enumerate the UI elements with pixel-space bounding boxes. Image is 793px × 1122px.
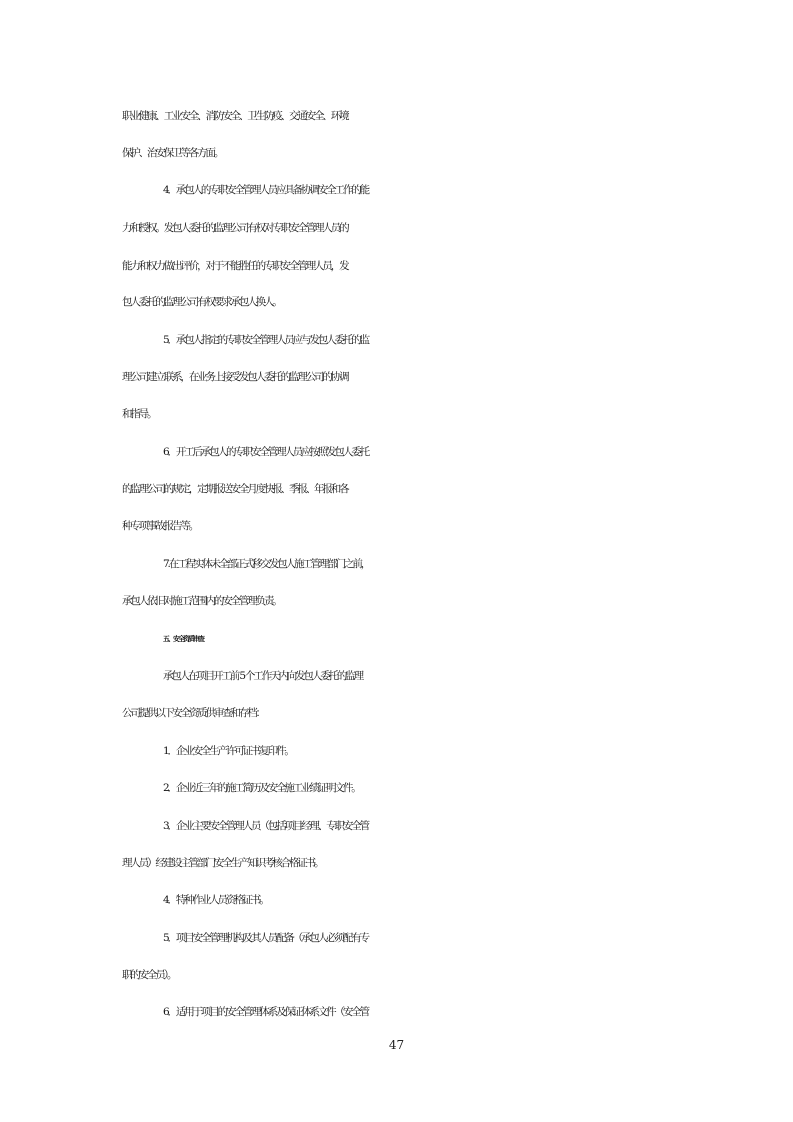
body-line: 保护、治安保卫等各方面。	[122, 147, 223, 159]
body-line: 承包人依旧对施工范围内的安全管理负责。	[122, 595, 281, 607]
body-line: 理公司建立联系，在业务上接受发包人委托的监理公司的协调	[122, 371, 348, 383]
numbered-item-7: 7.在工程实体未全部正式移交发包人施工管理部门之前，	[163, 558, 370, 570]
body-line: 职业健康、工业安全、消防安全、卫生防疫、交通安全、环境	[122, 110, 348, 122]
body-line: 公司提供以下安全资质供审查和存档：	[122, 707, 264, 719]
body-line: 能力和权力做出评价，对于不能胜任的专职安全管理人员，发	[122, 260, 348, 272]
page-number: 47	[388, 1038, 405, 1052]
list-item-6: 6．适用于项目的安全管理体系及保证体系文件（安全管	[163, 1006, 368, 1018]
body-line: 力和授权。发包人委托的监理公司有权对专职安全管理人员的	[122, 222, 348, 234]
numbered-item-5: 5．承包人指定的专职安全管理人员应与发包人委托的监	[163, 334, 368, 346]
body-line: 职的安全员）。	[122, 969, 176, 981]
list-item-3: 3．企业主要安全管理人员（包括项目经理、专职安全管	[163, 820, 368, 832]
list-item-2: 2．企业近三年的施工简历及安全施工业绩证明文件。	[163, 782, 360, 794]
list-item-1: 1．企业安全生产许可证书复印件。	[163, 745, 293, 757]
body-line: 理人员）经建设主管部门安全生产知识考核合格证书。	[122, 857, 323, 869]
section-heading: 五、安全资质审查	[163, 635, 203, 643]
body-line: 和指导。	[122, 408, 156, 420]
body-line: 的监理公司的规定，定期报送安全月度快报、季报、年报和各	[122, 483, 348, 495]
list-item-4: 4．特种作业人员资格证书。	[163, 894, 268, 906]
list-item-5: 5．项目安全管理机构及其人员配备（承包人必须配有专	[163, 932, 368, 944]
body-line: 承包人在项目开工前 5 个工作天内向发包人委托的监理	[163, 670, 362, 682]
numbered-item-6: 6．开工后承包人的专职安全管理人员应按照发包人委托	[163, 446, 368, 458]
numbered-item-4: 4．承包人的专职安全管理人员应具备协调安全工作的能	[163, 184, 368, 196]
body-line: 包人委托的监理公司有权要求承包人换人。	[122, 296, 281, 308]
body-line: 种专项事故报告等。	[122, 520, 198, 532]
